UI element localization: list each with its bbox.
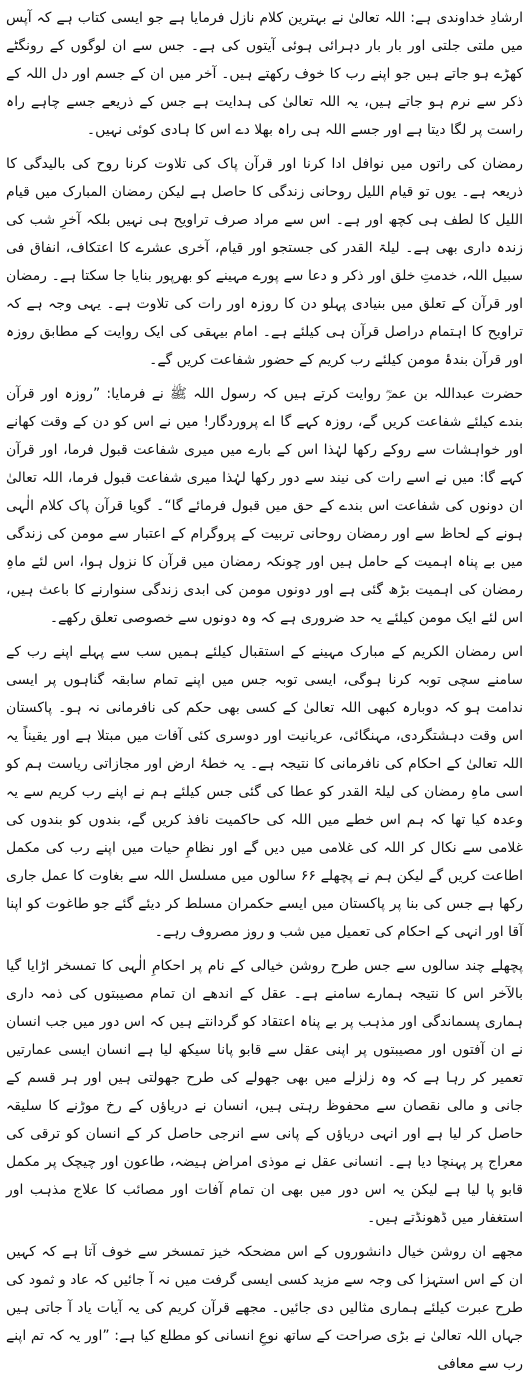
article-paragraph-5: پچھلے چند سالوں سے جس طرح روشن خیالی کے نام پر احکامِ الٰہی کا تمسخر اڑایا گیا بالآخر اس کا نتیجہ ہمارے سامنے ہے۔ عقل کے اندھے ان تمام مصیبتوں کی ذمہ داری ہماری پسماندگی اور مذہب پر بے پناہ اعتقاد کو گردانتے ہیں کہ اس دور میں جب انسان نے ان آفتوں اور مصیبتوں پر اپنی عقل سے قابو پانا سیکھ لیا ہے انسان ایسی عمارتیں تعمیر کر رہا ہے کہ وہ زلزلے میں بھی جھولے کی طرح جھولتی ہیں اور ہر قسم کے جانی و مالی نقصان سے محفوظ رہتی ہیں، انسان نے دریاؤں کے رخ موڑنے کا سلیقہ حاصل کر لیا ہے اور انہی دریاؤں کے پانی سے انرجی حاصل کر کے انسان کو ترقی کی معراج پر پہنچا دیا ہے۔ انسانی عقل نے موذی امراض ہیضہ، طاعون اور چیچک پر مکمل قابو پا لیا ہے لیکن یہ اس دور میں بھی ان تمام آفات اور مصائب کا علاج مذہب اور استغفار میں ڈھونڈتے ہیں۔ [6,958,523,1226]
article-paragraph-6: مجھے ان روشن خیال دانشوروں کے اس مضحکہ خیز تمسخر سے خوف آتا ہے کہ کہیں ان کے اس استہزا کی وجہ سے مزید کسی ایسی گرفت میں نہ آ جائیں کہ عاد و ثمود کی طرح عبرت کیلئے ہماری مثالیں دی جائیں۔ مجھے قرآن کریم کی یہ آیات یاد آ جاتی ہیں جہاں اللہ تعالیٰ نے بڑی صراحت کے ساتھ نوعِ انسانی کو مطلع کیا ہے: ”اور یہ کہ تم اپنے رب سے معافی [6,1244,523,1372]
article-paragraph-4: اس رمضان الکریم کے مبارک مہینے کے استقبال کیلئے ہمیں سب سے پہلے اپنے رب کے سامنے سچی توبہ کرنا ہوگی، ایسی توبہ جس میں اپنے تمام سابقہ گناہوں پر ایسی ندامت ہو کہ دوبارہ کبھی اللہ تعالیٰ کے کسی بھی حکم کی نافرمانی نہ ہو۔ پاکستان اس وقت دہشتگردی، مہنگائی، عریانیت اور دوسری کئی آفات میں مبتلا ہے اور یقیناً یہ اللہ تعالیٰ کے احکام کی نافرمانی کا نتیجہ ہے۔ یہ خطۂ ارض اور مجازاتی ریاست ہم کو اسی ماہِ رمضان کی لیلۃ القدر کو عطا کی گئی جس کیلئے ہم نے اپنے رب کریم سے یہ وعدہ کیا تھا کہ ہم اس خطے میں اللہ کی حاکمیت نافذ کریں گے، بندوں کو بندوں کی غلامی سے نکال کر اللہ کی غلامی میں دیں گے اور نظامِ حیات میں اپنے رب کی مکمل اطاعت کریں گے لیکن ہم نے پچھلے ۶۶ سالوں میں مسلسل اللہ سے بغاوت کا عمل جاری رکھا ہے جس کی بنا پر پاکستان میں ایسے حکمران مسلط کر دیئے گئے جو طاغوت کو اپنا آقا اور انہی کے احکام کی تعمیل میں شب و روز مصروف رہے۔ [6,644,523,940]
article-paragraph-3: حضرت عبداللہ بن عمرؓ روایت کرتے ہیں کہ رسول اللہ ﷺ نے فرمایا: ”روزہ اور قرآن بندے کیلئے شفاعت کریں گے، روزہ کہے گا اے پروردگار! میں نے اس کو دن کے وقت کھانے اور خواہشات سے روکے رکھا لہٰذا اس کے بارے میں میری شفاعت قبول فرما، اور قرآن کہے گا: میں نے اسے رات کی نیند سے دور رکھا لہٰذا میری شفاعت قبول فرما، اللہ تعالیٰ ان دونوں کی شفاعت اس بندے کے حق میں قبول فرمائے گا“۔ گویا قرآن پاک کلام الٰہی ہونے کے لحاظ سے اور رمضان روحانی تربیت کے پروگرام کے اعتبار سے مومن کی زندگی میں بے پناہ اہمیت کے حامل ہیں اور چونکہ رمضان میں قرآن کا نزول ہوا، اس لئے ماہِ رمضان کی اہمیت بڑھ گئی ہے اور دونوں مومن کی ابدی زندگی سنوارنے کا باعث ہیں، اس لئے ایک مومن کیلئے یہ حد ضروری ہے کہ وہ دونوں سے خصوصی تعلق رکھے۔ [6,386,523,626]
article-paragraph-2: رمضان کی راتوں میں نوافل ادا کرنا اور قرآن پاک کی تلاوت کرنا روح کی بالیدگی کا ذریعہ ہے۔ یوں تو قیام اللیل روحانی زندگی کا حاصل ہے لیکن رمضان المبارک میں قیام اللیل کا لطف ہی کچھ اور ہے۔ اس سے مراد صرف تراویح ہی نہیں بلکہ آخرِ شب کی زندہ داری بھی ہے۔ لیلۃ القدر کی جستجو اور قیام، آخری عشرے کا اعتکاف، انفاق فی سبیل اللہ، خدمتِ خلق اور ذکر و دعا سے پورے مہینے کو بھرپور بنایا جا سکتا ہے۔ رمضان اور قرآن کے تعلق میں بنیادی پہلو دن کا روزہ اور رات کی تلاوت ہے۔ یہی وجہ ہے کہ تراویح کا اہتمام دراصل قرآن ہی کیلئے ہے۔ امام بیہقی کی ایک روایت کے مطابق روزہ اور قرآن بندۂ مومن کیلئے رب کریم کے حضور شفاعت کریں گے۔ [6,156,523,368]
article-paragraph-1: ارشادِ خداوندی ہے: اللہ تعالیٰ نے بہترین کلام نازل فرمایا ہے جو ایسی کتاب ہے کہ آپس میں ملتی جلتی اور بار بار دہرائی ہوئی آیتوں کی ہے۔ جس سے ان لوگوں کے رونگٹے کھڑے ہو جاتے ہیں جو اپنے رب کا خوف رکھتے ہیں۔ آخر میں ان کے جسم اور دل اللہ کے ذکر سے نرم ہو جاتے ہیں، یہ اللہ تعالیٰ کی ہدایت ہے جس کے ذریعے جسے چاہے راہ راست پر لگا دیتا ہے اور جسے اللہ ہی راہ بھلا دے اس کا ہادی کوئی نہیں۔ [6,10,523,138]
